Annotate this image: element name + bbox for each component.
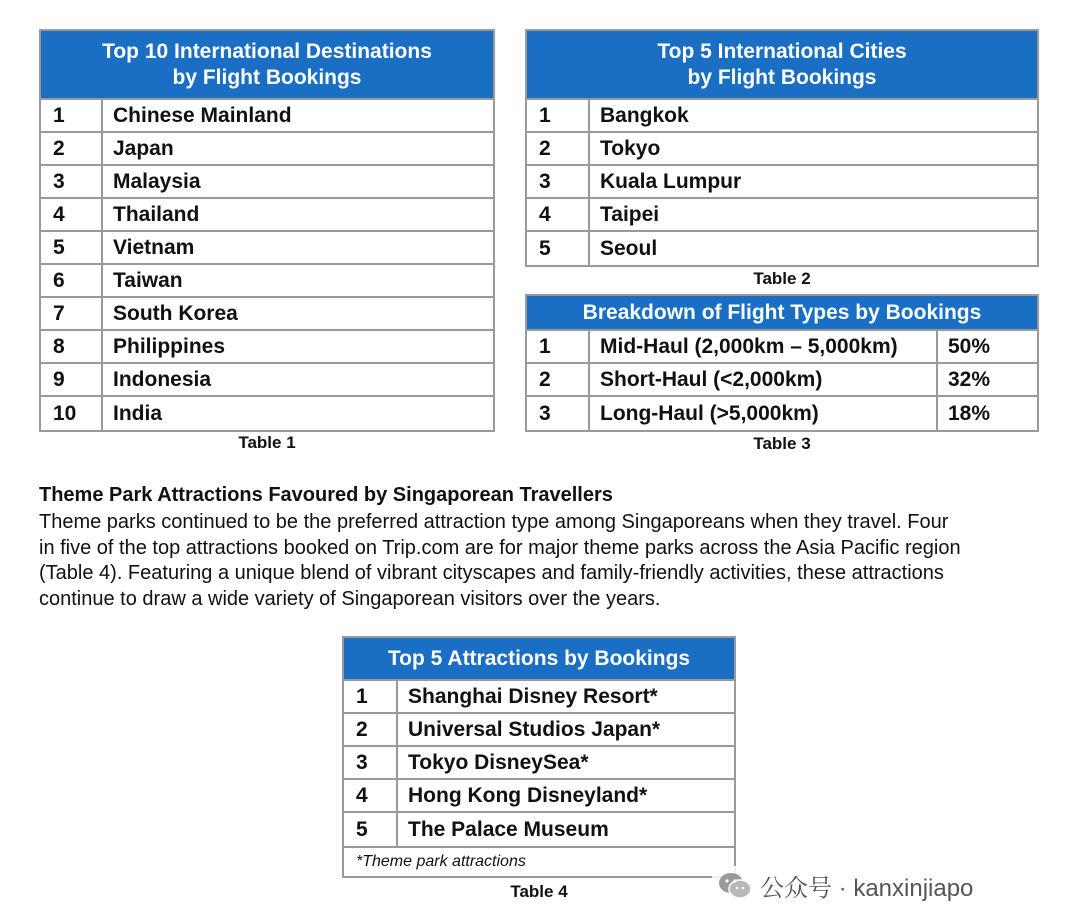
table-3: [525, 294, 1039, 432]
table-1-body: [41, 100, 493, 430]
flight-type-cell: Long-Haul (>5,000km): [600, 401, 819, 425]
rank-cell: 1: [41, 100, 103, 131]
attraction-cell: The Palace Museum: [408, 817, 609, 841]
destination-cell: India: [113, 401, 163, 425]
attraction-cell: Shanghai Disney Resort*: [408, 684, 658, 708]
destination-cell: Vietnam: [113, 235, 195, 259]
flight-type-cell: Mid-Haul (2,000km – 5,000km): [600, 334, 898, 358]
paragraph-line: in five of the top attractions booked on Trip.com are for major theme parks across the Asia Pacific region: [39, 536, 961, 559]
destination-cell: South Korea: [113, 301, 238, 325]
table-row: [344, 681, 734, 714]
rank-cell: 6: [41, 265, 103, 296]
table-row: [41, 397, 493, 430]
table-2-title-line1: Top 5 International Cities: [657, 39, 907, 63]
section-paragraph: [39, 510, 1044, 612]
table-row: [41, 133, 493, 166]
table-3-header: [527, 296, 1037, 331]
paragraph-line: Theme parks continued to be the preferred attraction type among Singaporeans when they travel. Four: [39, 511, 949, 533]
destination-cell: Thailand: [113, 202, 200, 226]
table-1-header: [41, 31, 493, 100]
watermark: [712, 866, 979, 905]
attraction-cell: Hong Kong Disneyland*: [408, 783, 648, 807]
table-2-header: [527, 31, 1037, 100]
rank-cell: 1: [527, 331, 590, 362]
rank-cell: 2: [527, 133, 590, 164]
table-2-body: [527, 100, 1037, 265]
attraction-cell: Universal Studios Japan*: [408, 717, 661, 741]
rank-cell: 3: [527, 166, 590, 197]
rank-cell: 2: [41, 133, 103, 164]
rank-cell: 3: [41, 166, 103, 197]
city-cell: Kuala Lumpur: [600, 169, 742, 193]
destination-cell: Malaysia: [113, 169, 201, 193]
table-row: [527, 364, 1037, 397]
table-4: [342, 636, 736, 878]
rank-cell: 3: [527, 397, 590, 430]
city-cell: Taipei: [600, 202, 660, 226]
table-row: [41, 265, 493, 298]
table-1-caption: Table 1: [238, 433, 296, 452]
paragraph-line: continue to draw a wide variety of Singaporean visitors over the years.: [39, 587, 661, 610]
table-4-footnote: *Theme park attractions: [344, 846, 734, 876]
percentage-cell: 32%: [936, 364, 1037, 395]
table-row: [41, 331, 493, 364]
rank-cell: 4: [527, 199, 590, 230]
rank-cell: 4: [41, 199, 103, 230]
table-row: [41, 100, 493, 133]
destination-cell: Japan: [113, 136, 174, 160]
table-1-title-line1: Top 10 International Destinations: [102, 39, 432, 63]
table-row: [41, 298, 493, 331]
rank-cell: 2: [527, 364, 590, 395]
table-row: [41, 166, 493, 199]
flight-type-cell: Short-Haul (<2,000km): [600, 367, 823, 391]
section-heading: Theme Park Attractions Favoured by Singaporean Travellers: [39, 484, 613, 506]
table-row: [41, 364, 493, 397]
table-3-body: [527, 331, 1037, 430]
table-row: [41, 232, 493, 265]
wechat-icon: [718, 872, 752, 900]
destination-cell: Philippines: [113, 334, 226, 358]
rank-cell: 5: [527, 232, 590, 265]
paragraph-line: (Table 4). Featuring a unique blend of vibrant cityscapes and family-friendly activities, these attractions: [39, 562, 944, 584]
table-row: [344, 714, 734, 747]
destination-cell: Chinese Mainland: [113, 103, 292, 127]
table-2: [525, 29, 1039, 267]
table-row: [344, 780, 734, 813]
table-4-caption: Table 4: [510, 882, 568, 901]
destination-cell: Taiwan: [113, 268, 183, 292]
rank-cell: 1: [344, 681, 398, 712]
table-row: [344, 813, 734, 846]
rank-cell: 5: [41, 232, 103, 263]
table-row: [344, 747, 734, 780]
rank-cell: 1: [527, 100, 590, 131]
table-row: [527, 166, 1037, 199]
table-row: [527, 133, 1037, 166]
rank-cell: 7: [41, 298, 103, 329]
table-4-header: [344, 638, 734, 681]
table-1-title-line2: by Flight Bookings: [172, 65, 362, 89]
table-3-caption: Table 3: [753, 434, 811, 453]
rank-cell: 3: [344, 747, 398, 778]
rank-cell: 5: [344, 813, 398, 846]
table-4-title: Top 5 Attractions by Bookings: [387, 646, 691, 670]
city-cell: Seoul: [600, 236, 658, 260]
city-cell: Bangkok: [600, 103, 689, 127]
rank-cell: 2: [344, 714, 398, 745]
percentage-cell: 50%: [936, 331, 1037, 362]
table-3-title: Breakdown of Flight Types by Bookings: [582, 300, 982, 324]
percentage-cell: 18%: [936, 397, 1037, 430]
table-4-body: [344, 681, 734, 846]
table-row: [41, 199, 493, 232]
table-row: [527, 397, 1037, 430]
city-cell: Tokyo: [600, 136, 661, 160]
table-row: [527, 199, 1037, 232]
attraction-cell: Tokyo DisneySea*: [408, 750, 589, 774]
table-row: [527, 232, 1037, 265]
table-row: [527, 100, 1037, 133]
table-1: [39, 29, 495, 432]
table-row: [527, 331, 1037, 364]
destination-cell: Indonesia: [113, 367, 212, 391]
rank-cell: 9: [41, 364, 103, 395]
table-2-title-line2: by Flight Bookings: [687, 65, 877, 89]
rank-cell: 4: [344, 780, 398, 811]
table-2-caption: Table 2: [753, 269, 811, 288]
rank-cell: 8: [41, 331, 103, 362]
watermark-text: 公众号 · kanxinjiapo: [760, 875, 974, 902]
rank-cell: 10: [41, 397, 103, 430]
